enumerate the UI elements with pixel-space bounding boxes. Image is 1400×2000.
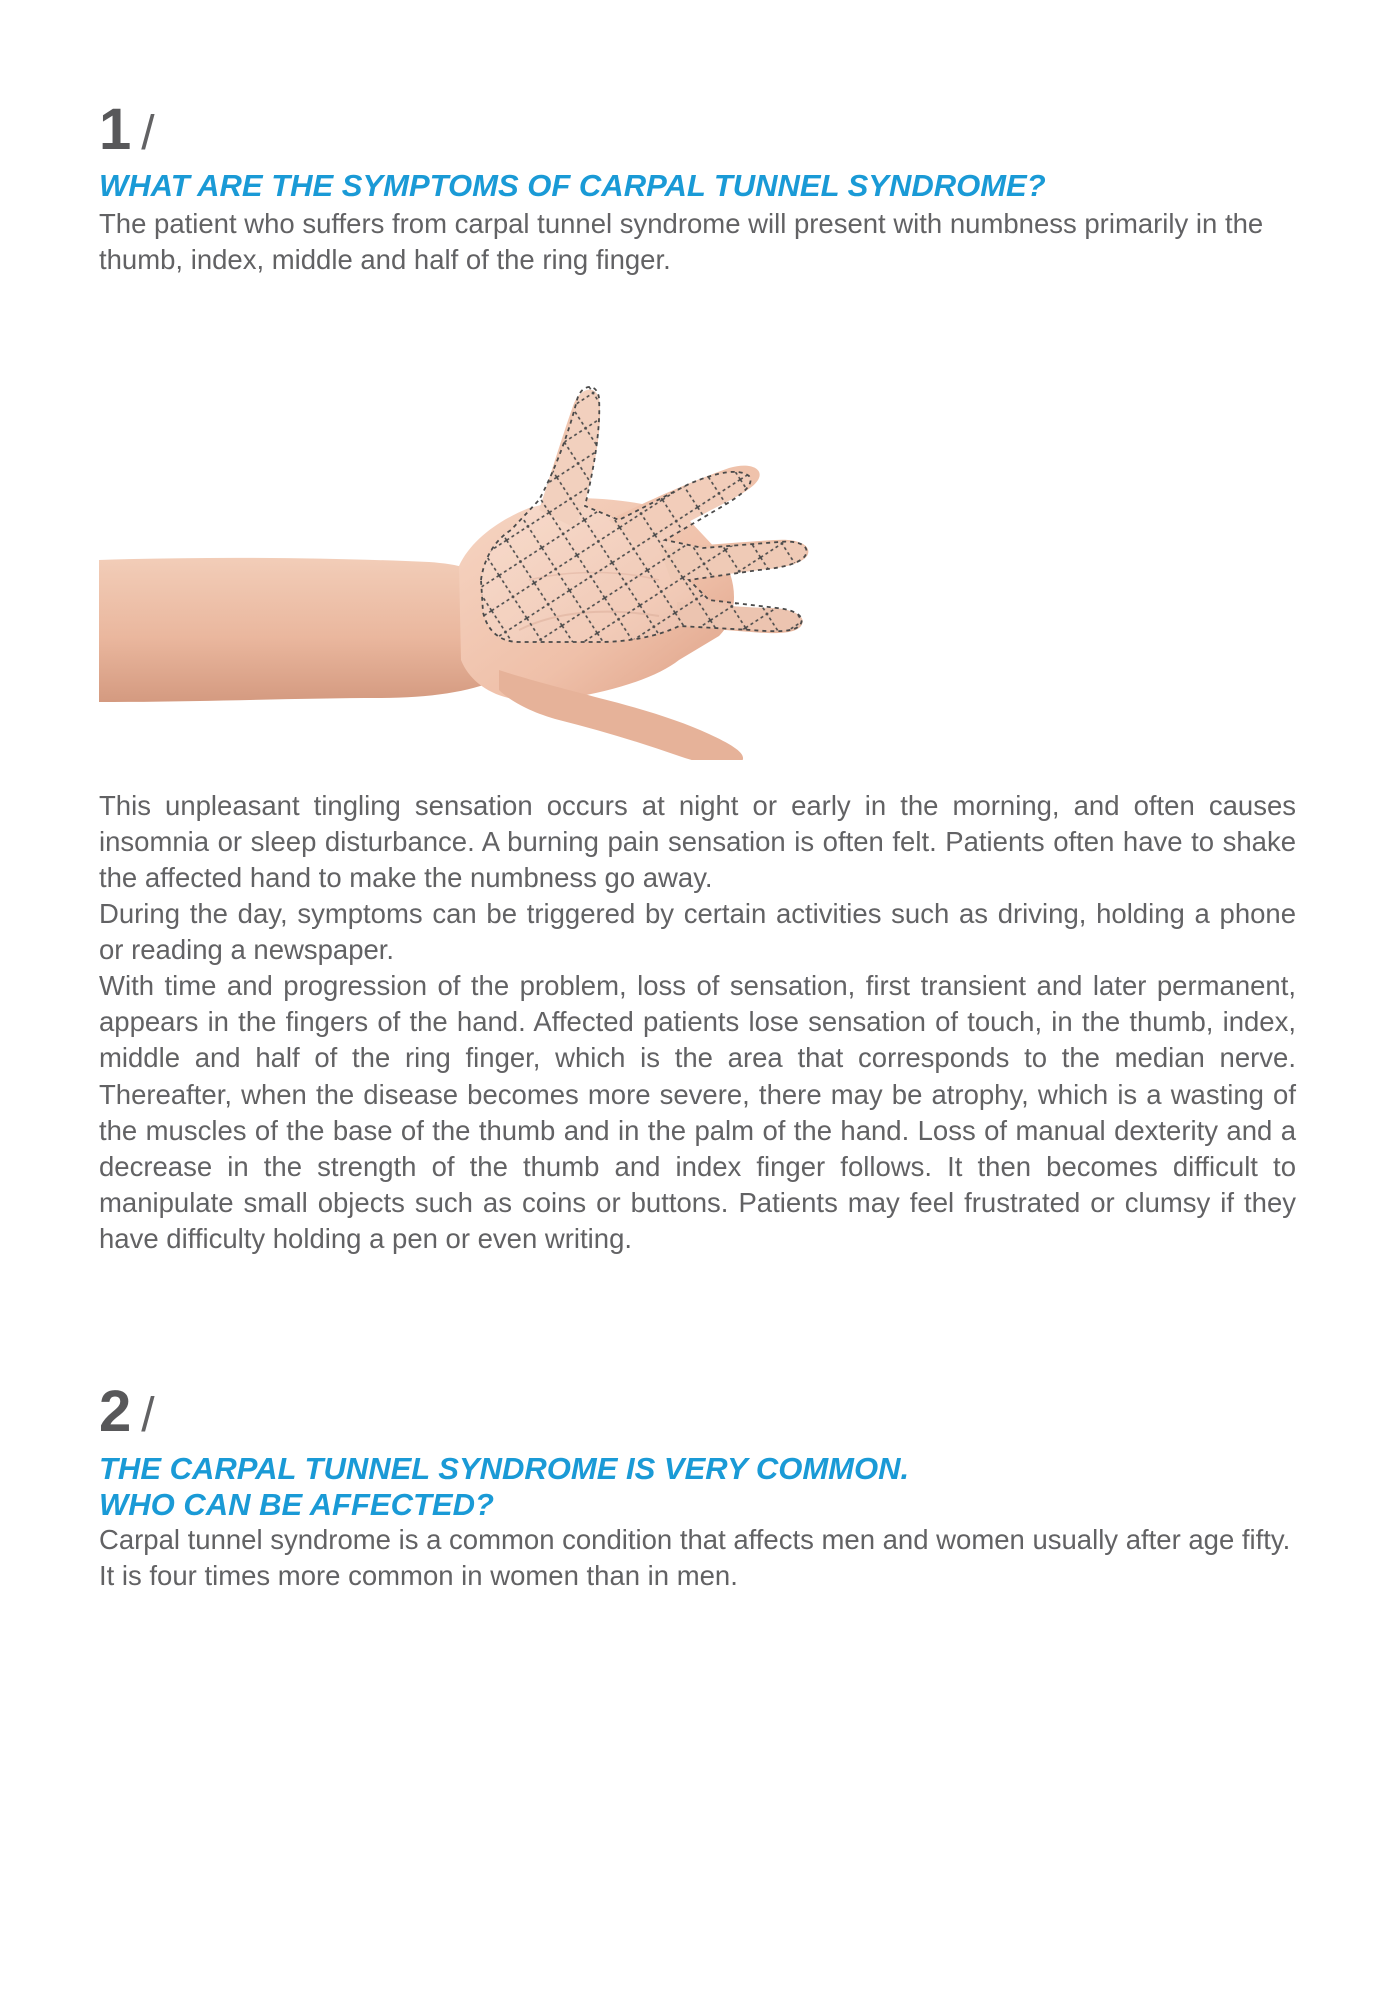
intro-paragraph-symptoms: The patient who suffers from carpal tunnel syndrome will present with numbness primarily in the thumb, index, middle and half of the ring finger. bbox=[99, 208, 1264, 276]
section-number-value: 2 bbox=[99, 1379, 132, 1444]
section-title-text: WHAT ARE THE SYMPTOMS OF CARPAL TUNNEL SYNDROME? bbox=[99, 168, 1046, 203]
section-title-symptoms bbox=[99, 168, 1299, 204]
section-number-1 bbox=[99, 97, 155, 164]
section-number-2 bbox=[99, 1379, 155, 1446]
section-number-value: 1 bbox=[99, 97, 132, 162]
section-title-line-1: THE CARPAL TUNNEL SYNDROME IS VERY COMMON. bbox=[99, 1451, 910, 1486]
intro-paragraph-who-affected: Carpal tunnel syndrome is a common condition that affects men and women usually after age fifty. It is four times more common in women than in men. bbox=[99, 1524, 1291, 1592]
section-title-who-affected bbox=[99, 1451, 1299, 1523]
paragraph-tingling: This unpleasant tingling sensation occurs at night or early in the morning, and often causes insomnia or sleep disturbance. A burning pain sensation is often felt. Patients often have to shake the affected hand to make the numbness go away. bbox=[99, 790, 1296, 894]
hand-numbness-area-photo-icon bbox=[99, 380, 899, 760]
section-number-slash: / bbox=[141, 107, 155, 160]
paragraph-progression: With time and progression of the problem, loss of sensation, first transient and later permanent, appears in the fingers of the hand. Affected patients lose sensation of touch, in the thumb, index, middle and half of the ring finger, which is the area that corresponds to the median nerve. Thereafter, when the disease becomes more severe, there may be atrophy, which is a wasting of the muscles of the base of the thumb and in the palm of the hand. Loss of manual dexterity and a decrease in the strength of the thumb and index finger follows. It then becomes difficult to manipulate small objects such as coins or buttons. Patients may feel frustrated or clumsy if they have difficulty holding a pen or even writing. bbox=[99, 970, 1296, 1255]
section-title-line-2: WHO CAN BE AFFECTED? bbox=[99, 1487, 494, 1522]
section-number-slash: / bbox=[141, 1389, 155, 1442]
paragraph-daytime-triggers: During the day, symptoms can be triggered by certain activities such as driving, holding a phone or reading a newspaper. bbox=[99, 898, 1296, 966]
hand-numbness-figure bbox=[99, 380, 899, 760]
forearm-shape bbox=[99, 558, 497, 702]
